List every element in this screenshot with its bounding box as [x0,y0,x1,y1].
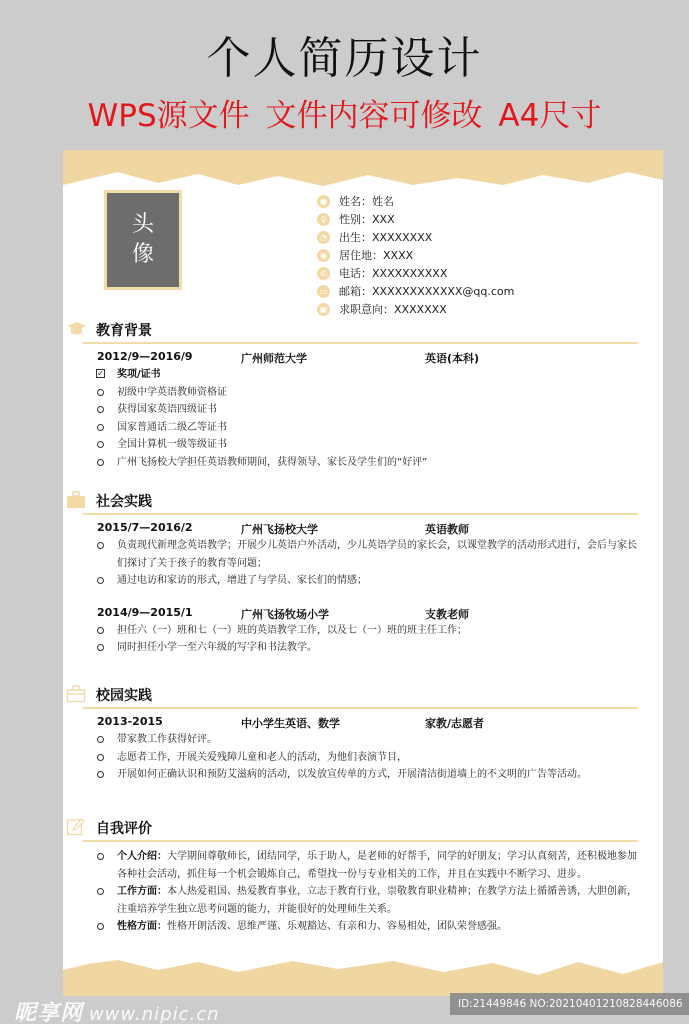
section-title: 社会实践 [96,494,152,510]
campus-entry: 2013-2015 中小学生英语、数学 家教/志愿者 [97,715,485,730]
watermark-id-bar: ID:21449846 NO:20210401210828446086 [450,993,689,1015]
avatar-label-line1: 头 [131,212,154,237]
awards-heading: ✓ 奖项/证书 [97,369,161,380]
circle-bullet-icon [97,406,104,413]
circle-bullet-icon [97,644,104,651]
section-social-practice [63,489,663,657]
circle-bullet-icon [97,424,104,431]
section-campus-practice [63,683,663,784]
info-birth: ◔ 出生：XXXXXXXX [317,228,514,246]
info-residence: ◉ 居住地：XXXX [317,246,514,264]
pencil-edit-icon [66,818,86,836]
list-item: 个人介绍：大学期间尊敬师长，团结同学，乐于助人，是老师的好帮手，同学的好朋友；学习认真刻苦，还积极地参加各种社会活动，抓住每一个机会锻炼自己，希望找一份与专业相关的工作，并且在实践中不断学习、进步。 [63,848,663,883]
info-job-intention: ▣ 求职意向：XXXXXXX [317,300,514,318]
top-paper-texture-border [63,150,663,190]
circle-bullet-icon [97,542,104,549]
circle-bullet-icon [97,441,104,448]
circle-bullet-icon [97,459,104,466]
list-item: 工作方面：本人热爱祖国、热爱教育事业，立志于教育行业，崇敬教育职业精神；在教学方法上循循善诱，大胆创新，注重培养学生独立思考问题的能力，并能很好的处理师生关系。 [63,883,663,918]
circle-bullet-icon [97,923,104,930]
list-item: 带家教工作获得好评。 [63,731,663,749]
list-item: 国家普通话二级乙等证书 [63,419,663,437]
page-title: 个人简历设计 [206,33,483,84]
mail-icon: ▭ [317,285,330,298]
circle-bullet-icon [97,853,104,860]
social-entry: 2014/9—2015/1 广州飞扬牧场小学 支教老师 [97,605,469,621]
info-phone: ✆ 电话：XXXXXXXXXX [317,264,514,282]
list-item: 负责现代新理念英语教学；开展少儿英语户外活动，少儿英语学员的家长会，以课堂教学的活动形式进行，会后与家长们探讨了关于孩子的教育等问题； [63,537,663,572]
avatar-placeholder[interactable] [104,190,182,290]
section-education [63,318,663,471]
location-pin-icon: ◉ [317,249,330,262]
circle-bullet-icon [97,736,104,743]
list-item: 全国计算机一级等级证书 [63,436,663,454]
circle-bullet-icon [97,577,104,584]
list-item: 初级中学英语教师资格证 [63,384,663,402]
briefcase-icon [66,491,86,509]
section-self-evaluation [63,816,663,936]
info-email: ▭ 邮箱：XXXXXXXXXXXX@qq.com [317,282,514,300]
list-item: 通过电访和家访的形式，增进了与学员、家长们的情感； [63,572,663,590]
social-entry: 2015/7—2016/2 广州飞扬校大学 英语教师 [97,521,469,536]
avatar-label-line2: 像 [131,242,154,267]
list-item: 志愿者工作，开展关爱残障儿童和老人的活动，为他们表演节目， [63,749,663,767]
gender-icon: ♀ [317,213,330,226]
list-item: 开展如何正确认识和预防艾滋病的活动，以发放宣传单的方式，开展清洁街道墙上的不文明的广告等活动。 [63,766,663,784]
personal-info [317,192,514,318]
briefcase-outline-icon [66,685,86,703]
circle-bullet-icon [97,389,104,396]
section-title: 校园实践 [96,688,152,704]
list-item: 担任六（一）班和七（一）班的英语教学工作，以及七（一）班的班主任工作； [63,622,663,640]
clock-icon: ◔ [317,231,330,244]
list-item: 性格方面：性格开朗活泼、思维严谨、乐观豁达、有亲和力、容易相处，团队荣誉感强。 [63,918,663,936]
user-icon: ● [317,195,330,208]
list-item: 获得国家英语四级证书 [63,401,663,419]
graduation-cap-icon [66,320,86,338]
circle-bullet-icon [97,754,104,761]
circle-bullet-icon [97,888,104,895]
education-entry: 2012/9—2016/9 广州师范大学 英语(本科) [97,350,480,365]
phone-icon: ✆ [317,267,330,280]
circle-bullet-icon [97,627,104,634]
list-item: 同时担任小学一至六年级的写字和书法教学。 [63,639,663,657]
resume-paper [63,150,663,996]
watermark-logo: 昵享网 www.nipic.cn [14,1001,220,1024]
checkbox-icon: ✓ [97,369,104,378]
section-divider [83,840,638,842]
circle-bullet-icon [97,771,104,778]
briefcase-icon: ▣ [317,303,330,316]
section-title: 教育背景 [96,323,152,339]
section-divider [83,707,638,709]
info-gender: ♀ 性别：XXX [317,210,514,228]
section-divider [83,342,638,344]
section-divider [83,513,638,515]
page-subtitle: WPS源文件 文件内容可修改 A4尺寸 [87,98,602,134]
section-title: 自我评价 [96,821,152,837]
bottom-paper-texture-border [63,960,663,996]
info-name: ● 姓名：姓名 [317,192,514,210]
list-item: 广州飞扬校大学担任英语教师期间，获得领导、家长及学生们的“好评” [63,454,663,472]
